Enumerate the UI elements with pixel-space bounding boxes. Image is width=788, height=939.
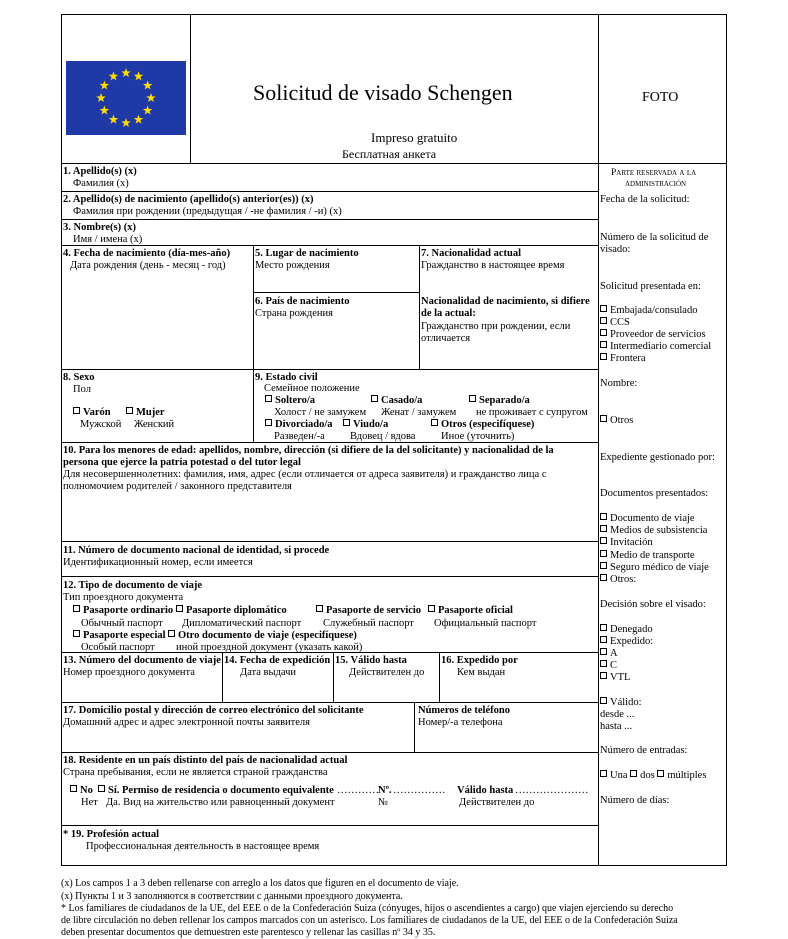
admin-option-otros2-label: Otros:: [610, 574, 637, 585]
field-6-label-ru: Страна рождения: [255, 308, 333, 319]
admin-entradas: Número de entradas:: [600, 745, 688, 756]
field-12-label: 12. Tipo de documento de viaje: [63, 580, 203, 591]
checkbox-icon: [316, 605, 323, 612]
admin-option-intermediario[interactable]: [600, 341, 711, 353]
field-14-label: 14. Fecha de expedición: [224, 655, 331, 666]
option-pasaporte-ordinario[interactable]: [73, 605, 173, 617]
admin-heading-1: Parte reservada a la: [611, 168, 697, 178]
admin-option-expedido[interactable]: [600, 636, 653, 648]
option-no-label: No: [80, 785, 93, 796]
option-no-ru: Нет: [81, 797, 98, 808]
option-no[interactable]: [70, 785, 93, 797]
field-10-label-ru-2: полномочием родителей / законного представителя: [63, 481, 292, 492]
footnote-1: (x) Los campos 1 a 3 deben rellenarse con arreglo a los datos que figuren en el documento de viaje.: [61, 878, 459, 889]
admin-option-doc-viaje-label: Documento de viaje: [610, 513, 695, 524]
checkbox-icon: [343, 419, 350, 426]
checkbox-icon: [600, 550, 607, 557]
option-pasaporte-ordinario-label: Pasaporte ordinario: [83, 605, 174, 616]
admin-option-transporte[interactable]: [600, 550, 695, 562]
field-3-label-ru: Имя / имена (x): [73, 234, 143, 245]
flag-star-icon: [100, 81, 110, 90]
admin-documentos: Documentos presentados:: [600, 488, 709, 499]
field-10-label-2: persona que ejerce la patria potestad o del tutor legal: [63, 457, 301, 468]
checkbox-icon: [168, 630, 175, 637]
option-casado-label: Casado/a: [381, 395, 423, 406]
option-pasaporte-oficial[interactable]: [428, 605, 513, 617]
admin-option-medios-label: Medios de subsistencia: [610, 525, 708, 536]
admin-option-proveedor[interactable]: [600, 329, 706, 341]
option-mujer-ru: Женский: [134, 419, 175, 430]
field-7-label-ru: Гражданство в настоящее время: [421, 260, 565, 271]
admin-option-una: Una: [610, 770, 628, 781]
option-si-label: Sí. Permiso de residencia o documento equivalente: [108, 785, 334, 796]
footnote-5: deben presentar documentos que demuestren este parentesco y rellenar las casillas nº 34 y 35.: [61, 927, 436, 938]
admin-option-proveedor-label: Proveedor de servicios: [610, 329, 706, 340]
field-16-label: 16. Expedido por: [441, 655, 518, 666]
field-2-label-ru: Фамилия при рождении (предыдущая / -не фамилия / -и) (x): [73, 206, 342, 217]
field-11-label-ru: Идентификационный номер, если имеется: [63, 557, 253, 568]
field-11-label: 11. Número de documento nacional de identidad, si procede: [63, 545, 330, 556]
checkbox-icon: [73, 630, 80, 637]
checkbox-icon: [600, 672, 607, 679]
admin-desde: desde ...: [600, 709, 635, 720]
checkbox-icon: [431, 419, 438, 426]
option-divorciado-label: Divorciado/a: [275, 419, 333, 430]
admin-option-multiples: múltiples: [667, 770, 707, 781]
checkbox-icon: [600, 636, 607, 643]
checkbox-icon: [371, 395, 378, 402]
field-15-label: 15. Válido hasta: [335, 655, 407, 666]
subtitle-ru: Бесплатная анкета: [342, 147, 437, 161]
checkbox-icon: [126, 407, 133, 414]
option-varon[interactable]: [73, 407, 111, 419]
field-8-label-ru: Пол: [73, 384, 91, 395]
admin-option-dos: dos: [640, 770, 655, 781]
admin-option-vtl-label: VTL: [610, 672, 631, 683]
admin-presentada: Solicitud presentada en:: [600, 281, 701, 292]
admin-option-c[interactable]: [600, 660, 617, 672]
admin-option-c-label: C: [610, 660, 618, 671]
flag-star-icon: [121, 68, 131, 77]
option-soltero-label: Soltero/a: [275, 395, 316, 406]
field-4-label: 4. Fecha de nacimiento (día-mes-año): [63, 248, 231, 259]
option-varon-label: Varón: [83, 407, 111, 418]
field-4-label-ru: Дата рождения (день - месяц - год): [70, 260, 226, 271]
option-viudo-ru: Вдовец / вдова: [350, 431, 416, 442]
option-separado-ru: не проживает с супругом: [476, 407, 588, 418]
subtitle-es: Impreso gratuito: [371, 130, 458, 145]
field-13-label: 13. Número del documento de viaje: [63, 655, 221, 666]
admin-option-valido-label: Válido:: [610, 697, 642, 708]
checkbox-icon: [600, 537, 607, 544]
option-pasaporte-oficial-label: Pasaporte oficial: [438, 605, 513, 616]
dots-2: ……………: [393, 785, 446, 796]
numero-label: Nº.: [378, 785, 392, 796]
field-9-label: 9. Estado civil: [255, 372, 318, 383]
field-2-label: 2. Apellido(s) de nacimiento (apellido(s) anterior(es)) (x): [63, 194, 314, 205]
option-casado[interactable]: [371, 395, 422, 407]
option-divorciado-ru: Разведен/-а: [274, 431, 325, 442]
checkbox-icon: [265, 419, 272, 426]
option-si[interactable]: [98, 785, 334, 797]
flag-star-icon: [134, 115, 144, 124]
flag-star-icon: [109, 71, 119, 80]
field-6-label: 6. País de nacimiento: [255, 296, 350, 307]
admin-option-denegado[interactable]: [600, 624, 653, 636]
option-otro-documento-label: Otro documento de viaje (especifíquese): [178, 630, 357, 641]
field-5-label-ru: Место рождения: [255, 260, 330, 271]
admin-option-ccs[interactable]: [600, 317, 630, 329]
field-17-label: 17. Domicilio postal y dirección de correo electrónico del solicitante: [63, 705, 364, 716]
eu-flag-stars: [66, 61, 186, 135]
admin-option-medios[interactable]: [600, 525, 707, 537]
option-pasaporte-ordinario-ru: Обычный паспорт: [81, 618, 163, 629]
checkbox-icon: [600, 329, 607, 336]
field-7b-label-2: de la actual:: [421, 308, 476, 319]
checkbox-icon: [600, 513, 607, 520]
checkbox-icon: [73, 605, 80, 612]
field-17-label-ru: Домашний адрес и адрес электронной почты заявителя: [63, 717, 310, 728]
field-15-label-ru: Действителен до: [349, 667, 425, 678]
option-casado-ru: Женат / замужем: [381, 407, 457, 418]
option-pasaporte-servicio[interactable]: [316, 605, 421, 617]
admin-option-frontera[interactable]: [600, 353, 646, 365]
field-1-label: 1. Apellido(s) (x): [63, 166, 137, 177]
checkbox-icon: [600, 305, 607, 312]
flag-star-icon: [134, 71, 144, 80]
admin-option-vtl[interactable]: [600, 672, 630, 684]
checkbox-icon: [600, 648, 607, 655]
admin-option-a[interactable]: [600, 648, 618, 660]
checkbox-icon: [600, 697, 607, 704]
flag-star-icon: [96, 93, 106, 102]
checkbox-icon: [176, 605, 183, 612]
checkbox-icon: [600, 353, 607, 360]
option-pasaporte-diplomatico[interactable]: [176, 605, 287, 617]
admin-nombre: Nombre:: [600, 378, 638, 389]
option-soltero[interactable]: [265, 395, 315, 407]
option-otros-civil[interactable]: [431, 419, 534, 431]
option-otro-documento-ru: иной проездной документ (указать какой): [176, 642, 363, 653]
admin-option-denegado-label: Denegado: [610, 624, 653, 635]
option-varon-ru: Мужской: [80, 419, 122, 430]
field-14-label-ru: Дата выдачи: [240, 667, 297, 678]
option-pasaporte-especial[interactable]: [73, 630, 166, 642]
option-mujer-label: Mujer: [136, 407, 165, 418]
admin-option-otros2[interactable]: [600, 574, 636, 586]
admin-option-ccs-label: CCS: [610, 317, 630, 328]
admin-option-transporte-label: Medio de transporte: [610, 550, 695, 561]
admin-option-a-label: A: [610, 648, 618, 659]
admin-option-valido[interactable]: [600, 697, 642, 709]
admin-option-seguro[interactable]: [600, 562, 709, 574]
option-viudo[interactable]: [343, 419, 388, 431]
admin-decision: Decisión sobre el visado:: [600, 599, 706, 610]
option-otro-documento[interactable]: [168, 630, 357, 642]
flag-star-icon: [100, 106, 110, 115]
field-19-label-ru: Профессиональная деятельность в настоящее время: [86, 841, 320, 852]
admin-numero-2: visado:: [600, 244, 631, 255]
field-19-label: * 19. Profesión actual: [63, 829, 160, 840]
field-10-label-ru-1: Для несовершеннолетних: фамилия, имя, адрес (если отличается от адреса заявителя) и гражданство лица с: [63, 469, 547, 480]
phone-label: Números de teléfono: [418, 705, 510, 716]
field-8-label: 8. Sexo: [63, 372, 95, 383]
photo-label: FOTO: [642, 90, 679, 105]
field-9-label-ru: Семейное положение: [264, 383, 360, 394]
checkbox-icon: [98, 785, 105, 792]
option-si-ru: Да. Вид на жительство или равноценный документ: [106, 797, 335, 808]
admin-option-otros[interactable]: [600, 415, 633, 427]
checkbox-icon[interactable]: [630, 770, 637, 777]
phone-label-ru: Номер/-а телефона: [418, 717, 503, 728]
option-separado-label: Separado/a: [479, 395, 530, 406]
option-pasaporte-diplomatico-label: Pasaporte diplomático: [186, 605, 287, 616]
admin-option-embajada-label: Embajada/consulado: [610, 305, 698, 316]
admin-option-invitacion-label: Invitación: [610, 537, 653, 548]
admin-option-embajada[interactable]: [600, 305, 697, 317]
field-18-label: 18. Residente en un país distinto del país de nacionalidad actual: [63, 755, 348, 766]
dots-3: …………………: [515, 785, 589, 796]
field-7b-label-ru-2: отличается: [421, 333, 471, 344]
footnote-3: * Los familiares de ciudadanos de la UE, del EEE o de la Confederación Suiza (cónyuges, hijos o ascendientes a cargo) que viajen ejerciendo su derecho: [61, 903, 674, 914]
option-otros-civil-label: Otros (especifíquese): [441, 419, 535, 430]
option-otros-civil-ru: Иное (уточнить): [441, 431, 515, 442]
option-pasaporte-especial-ru: Особый паспорт: [81, 642, 155, 653]
flag-star-icon: [143, 81, 153, 90]
footnote-4: de libre circulación no deben rellenar los campos marcados con un asterisco. Los familiares de ciudadanos de la UE, del EEE o de la Confederación Suiza: [61, 915, 678, 926]
admin-option-intermediario-label: Intermediario comercial: [610, 341, 712, 352]
checkbox-icon: [265, 395, 272, 402]
checkbox-icon: [600, 624, 607, 631]
checkbox-icon: [600, 574, 607, 581]
field-5-label: 5. Lugar de nacimiento: [255, 248, 359, 259]
admin-hasta: hasta ...: [600, 721, 633, 732]
checkbox-icon: [469, 395, 476, 402]
option-pasaporte-oficial-ru: Официальный паспорт: [434, 618, 537, 629]
field-1-label-ru: Фамилия (x): [73, 178, 129, 189]
valido-hasta-label: Válido hasta: [457, 785, 514, 796]
admin-expediente: Expediente gestionado por:: [600, 452, 715, 463]
admin-heading-2: administración: [625, 179, 687, 189]
field-3-label: 3. Nombre(s) (x): [63, 222, 136, 233]
option-divorciado[interactable]: [265, 419, 333, 431]
admin-entradas-options: [600, 770, 706, 782]
field-12-label-ru: Тип проездного документа: [63, 592, 184, 603]
field-10-label-1: 10. Para los menores de edad: apellidos, nombre, dirección (si difiere de la del solicitante) y nacionalidad de la: [63, 445, 554, 456]
field-7b-label-ru-1: Гражданство при рождении, если: [421, 321, 571, 332]
option-soltero-ru: Холост / не замужем: [274, 407, 367, 418]
checkbox-icon: [600, 341, 607, 348]
field-16-label-ru: Кем выдан: [457, 667, 506, 678]
checkbox-icon: [600, 525, 607, 532]
numero-label-ru: №: [378, 797, 389, 808]
field-18-label-ru: Страна пребывания, если не является страной гражданства: [63, 767, 328, 778]
option-viudo-label: Viudo/a: [353, 419, 389, 430]
checkbox-icon[interactable]: [600, 770, 607, 777]
valido-hasta-label-ru: Действителен до: [459, 797, 535, 808]
option-pasaporte-diplomatico-ru: Дипломатический паспорт: [182, 618, 302, 629]
flag-star-icon: [143, 106, 153, 115]
checkbox-icon: [428, 605, 435, 612]
option-separado[interactable]: [469, 395, 530, 407]
admin-option-invitacion[interactable]: [600, 537, 653, 549]
dots-1: …………: [337, 785, 379, 796]
checkbox-icon[interactable]: [657, 770, 664, 777]
eu-flag-icon: [66, 61, 186, 135]
checkbox-icon: [600, 415, 607, 422]
admin-option-frontera-label: Frontera: [610, 353, 646, 364]
field-13-label-ru: Номер проездного документа: [63, 667, 195, 678]
admin-option-seguro-label: Seguro médico de viaje: [610, 562, 709, 573]
admin-numero-1: Número de la solicitud de: [600, 232, 709, 243]
checkbox-icon: [600, 562, 607, 569]
checkbox-icon: [73, 407, 80, 414]
option-pasaporte-servicio-ru: Служебный паспорт: [323, 618, 414, 629]
flag-star-icon: [121, 118, 131, 127]
checkbox-icon: [70, 785, 77, 792]
option-pasaporte-especial-label: Pasaporte especial: [83, 630, 166, 641]
flag-star-icon: [146, 93, 156, 102]
checkbox-icon: [600, 660, 607, 667]
admin-option-otros-label: Otros: [610, 415, 634, 426]
footnote-2: (x) Пункты 1 и 3 заполняются в соответствии с данными проездного документа.: [61, 891, 403, 902]
page-title: Solicitud de visado Schengen: [253, 80, 513, 105]
flag-star-icon: [109, 115, 119, 124]
option-pasaporte-servicio-label: Pasaporte de servicio: [326, 605, 422, 616]
admin-option-doc-viaje[interactable]: [600, 513, 695, 525]
admin-fecha: Fecha de la solicitud:: [600, 194, 690, 205]
checkbox-icon: [600, 317, 607, 324]
field-7-label: 7. Nacionalidad actual: [421, 248, 522, 259]
field-7b-label-1: Nacionalidad de nacimiento, si difiere: [421, 296, 590, 307]
admin-option-expedido-label: Expedido:: [610, 636, 654, 647]
option-mujer[interactable]: [126, 407, 165, 419]
admin-dias: Número de días:: [600, 795, 670, 806]
